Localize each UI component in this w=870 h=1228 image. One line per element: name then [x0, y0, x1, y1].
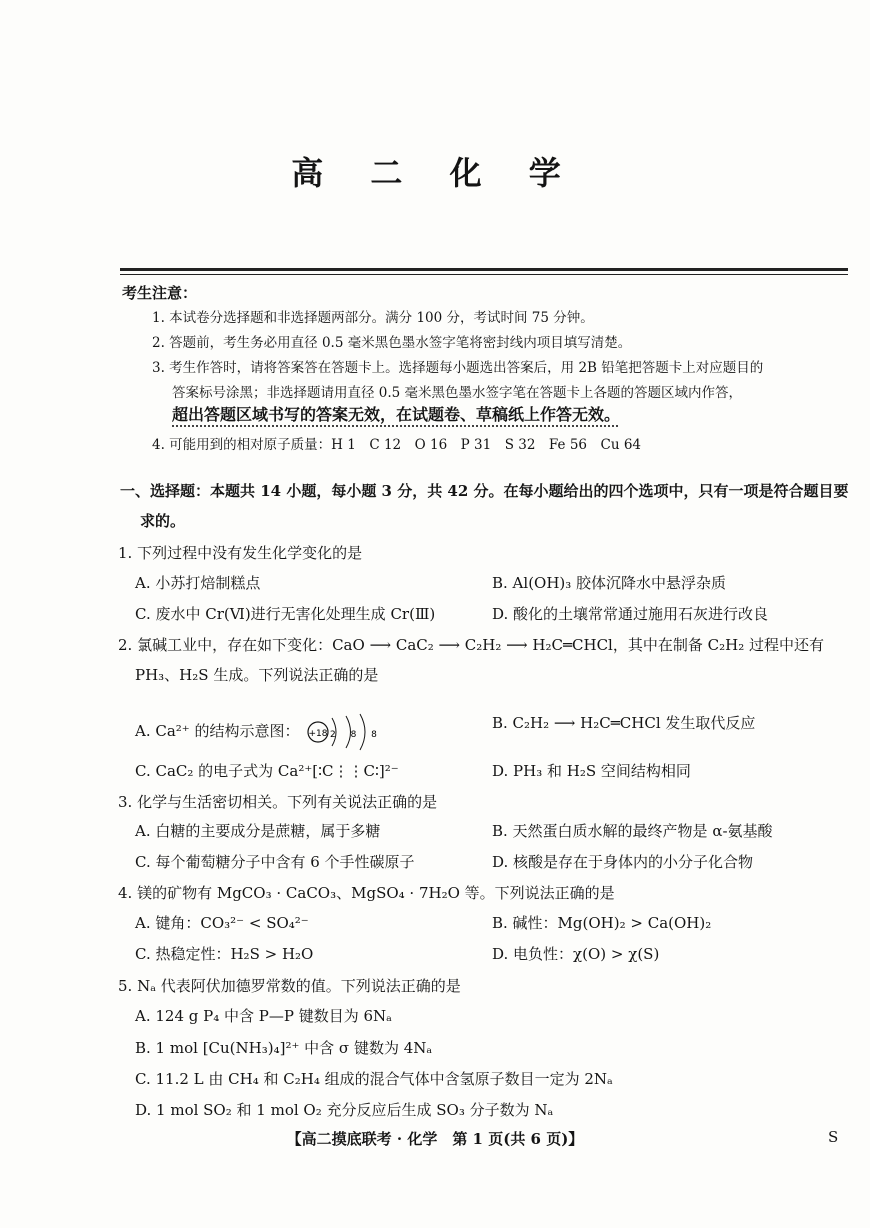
question-1-stem: 1. 下列过程中没有发生化学变化的是 [118, 544, 363, 562]
question-2-stem: 2. 氯碱工业中，存在如下变化：CaO ⟶ CaC₂ ⟶ C₂H₂ ⟶ H₂C═CHCl，其中在制备 C₂H₂ 过程中还有 [118, 636, 824, 654]
q2-option-d: D. PH₃ 和 H₂S 空间结构相同 [492, 762, 691, 780]
page-mark: S [828, 1128, 839, 1146]
divider-rule-thin [120, 274, 848, 275]
question-3-stem: 3. 化学与生活密切相关。下列有关说法正确的是 [118, 793, 438, 811]
question-5-stem: 5. Nₐ 代表阿伏加德罗常数的值。下列说法正确的是 [118, 977, 461, 995]
q4-option-b: B. 碱性：Mg(OH)₂ > Ca(OH)₂ [492, 914, 712, 932]
section-heading-cont: 求的。 [140, 512, 186, 530]
q1-option-a: A. 小苏打焙制糕点 [135, 574, 261, 592]
note-3: 3. 考生作答时，请将答案答在答题卡上。选择题每小题选出答案后，用 2B 铅笔把答题卡上对应题目的 [152, 360, 764, 376]
q5-option-b: B. 1 mol [Cu(NH₃)₄]²⁺ 中含 σ 键数为 4Nₐ [135, 1039, 433, 1057]
q5-option-c: C. 11.2 L 由 CH₄ 和 C₂H₄ 组成的混合气体中含氢原子数目一定为 2Nₐ [135, 1070, 613, 1088]
q3-option-c: C. 每个葡萄糖分子中含有 6 个手性碳原子 [135, 853, 415, 871]
page-footer: 【高二摸底联考 · 化学 第 1 页(共 6 页)】 [286, 1130, 584, 1148]
q1-option-b: B. Al(OH)₃ 胶体沉降水中悬浮杂质 [492, 574, 727, 592]
note-4: 4. 可能用到的相对原子质量：H 1 C 12 O 16 P 31 S 32 Fe 56 Cu 64 [152, 437, 642, 453]
q2-option-a [135, 712, 384, 752]
q4-option-c: C. 热稳定性：H₂S > H₂O [135, 945, 314, 963]
note-2: 2. 答题前，考生务必用直径 0.5 毫米黑色墨水签字笔将密封线内项目填写清楚。 [152, 335, 632, 351]
atom-shells-label: 2 8 8 [330, 730, 384, 740]
q3-option-b: B. 天然蛋白质水解的最终产物是 α-氨基酸 [492, 822, 773, 840]
q2-option-c: C. CaC₂ 的电子式为 Ca²⁺[∶C⋮⋮C∶]²⁻ [135, 762, 399, 780]
q4-option-d: D. 电负性：χ(O) > χ(S) [492, 945, 660, 963]
note-1: 1. 本试卷分选择题和非选择题两部分。满分 100 分，考试时间 75 分钟。 [152, 310, 594, 326]
question-2-stem-cont: PH₃、H₂S 生成。下列说法正确的是 [135, 666, 379, 684]
q1-option-d: D. 酸化的土壤常常通过施用石灰进行改良 [492, 605, 769, 623]
q5-option-d: D. 1 mol SO₂ 和 1 mol O₂ 充分反应后生成 SO₃ 分子数为 Nₐ [135, 1101, 554, 1119]
note-3-emphasis: 超出答题区域书写的答案无效，在试题卷、草稿纸上作答无效。 [172, 405, 621, 424]
q1-option-c: C. 废水中 Cr(Ⅵ)进行无害化处理生成 Cr(Ⅲ) [135, 605, 436, 623]
divider-rule [120, 268, 848, 271]
atom-nucleus-label: +18 [308, 729, 328, 739]
calcium-ion-structure-diagram [306, 712, 384, 752]
page-title: 高 二 化 学 [291, 154, 579, 192]
q4-option-a: A. 键角：CO₃²⁻ < SO₄²⁻ [135, 914, 309, 932]
notes-heading: 考生注意： [122, 284, 198, 302]
section-heading: 一、选择题：本题共 14 小题，每小题 3 分，共 42 分。在每小题给出的四个选项中，只有一项是符合题目要 [120, 482, 849, 500]
q2-option-a-text: A. Ca²⁺ 的结构示意图： [135, 722, 300, 740]
q2-option-b: B. C₂H₂ ⟶ H₂C═CHCl 发生取代反应 [492, 714, 756, 732]
note-3-cont: 答案标号涂黑；非选择题请用直径 0.5 毫米黑色墨水签字笔在答题卡上各题的答题区域内作答， [172, 385, 743, 401]
q3-option-d: D. 核酸是存在于身体内的小分子化合物 [492, 853, 754, 871]
q5-option-a: A. 124 g P₄ 中含 P—P 键数目为 6Nₐ [135, 1007, 392, 1025]
question-4-stem: 4. 镁的矿物有 MgCO₃ · CaCO₃、MgSO₄ · 7H₂O 等。下列说法正确的是 [118, 884, 615, 902]
q3-option-a: A. 白糖的主要成分是蔗糖，属于多糖 [135, 822, 381, 840]
